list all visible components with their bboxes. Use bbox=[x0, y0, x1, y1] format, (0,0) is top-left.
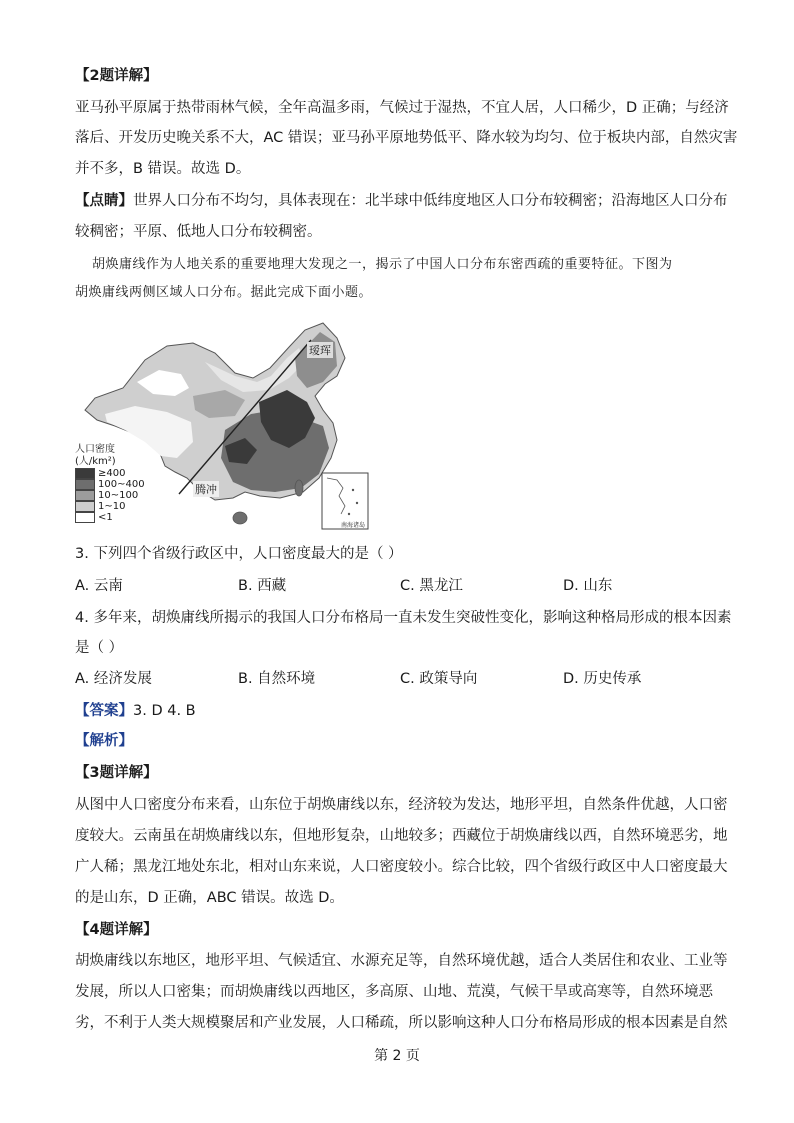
legend-swatch bbox=[75, 468, 95, 479]
map-legend bbox=[75, 444, 145, 523]
q3-option-a: A. 云南 bbox=[75, 578, 123, 594]
q3-stem: 3. 下列四个省级行政区中，人口密度最大的是（ ） bbox=[75, 546, 403, 562]
legend-item bbox=[75, 468, 145, 479]
inset-island-3 bbox=[348, 513, 350, 515]
legend-swatch bbox=[75, 479, 95, 490]
q3-option-c: C. 黑龙江 bbox=[400, 578, 463, 594]
analysis-label: 【解析】 bbox=[75, 733, 133, 749]
q4-stem-2: 是（ ） bbox=[75, 640, 124, 656]
q2-line-2: 落后、开发历史晚关系不大，AC 错误；亚马孙平原地势低平、降水较为均匀、位于板块内部，自然灾害 bbox=[75, 130, 738, 146]
answer-label: 【答案】 bbox=[75, 703, 133, 719]
q2-line-1: 亚马孙平原属于热带雨林气候，全年高温多雨，气候过于湿热，不宜人居，人口稀少，D 正确；与经济 bbox=[75, 100, 729, 116]
legend-unit: (人/km²) bbox=[75, 456, 116, 467]
q3-option-b: B. 西藏 bbox=[238, 578, 287, 594]
inset-island-1 bbox=[352, 489, 354, 491]
tip-line-2: 较稠密；平原、低地人口分布较稠密。 bbox=[75, 224, 322, 240]
legend-label: <1 bbox=[98, 511, 113, 523]
city-label-tengchong: 腾冲 bbox=[195, 483, 217, 496]
answer-line bbox=[75, 701, 196, 721]
legend-label: 10~100 bbox=[98, 489, 139, 501]
q4-heading: 【4题详解】 bbox=[75, 922, 158, 938]
q4-option-a: A. 经济发展 bbox=[75, 671, 152, 687]
inset-island-2 bbox=[356, 502, 358, 504]
legend-item bbox=[75, 490, 145, 501]
page-footer: 第 2 页 bbox=[374, 1048, 420, 1064]
taiwan-island bbox=[295, 480, 303, 496]
q3-line-3: 广人稀；黑龙江地处东北，相对山东来说，人口密度较小。综合比较，四个省级行政区中人口密度最大 bbox=[75, 859, 728, 875]
q3-line-1: 从图中人口密度分布来看，山东位于胡焕庸线以东，经济较为发达，地形平坦，自然条件优越，人口密 bbox=[75, 797, 728, 813]
q2-heading: 【2题详解】 bbox=[75, 68, 158, 84]
legend-swatch bbox=[75, 501, 95, 512]
tip-text-1: 世界人口分布不均匀，具体表现在：北半球中低纬度地区人口分布较稠密；沿海地区人口分布 bbox=[133, 193, 728, 209]
q4-option-b: B. 自然环境 bbox=[238, 671, 316, 687]
legend-label: ≥400 bbox=[98, 467, 126, 479]
q3-option-d: D. 山东 bbox=[563, 578, 613, 594]
tip-line-1 bbox=[75, 191, 728, 211]
legend-swatch bbox=[75, 512, 95, 523]
q2-line-3: 并不多，B 错误。故选 D。 bbox=[75, 161, 251, 177]
legend-label: 1~10 bbox=[98, 500, 126, 512]
answer-text: 3. D 4. B bbox=[133, 703, 196, 719]
q4-line-3: 劣，不利于人类大规模聚居和产业发展，人口稀疏，所以影响这种人口分布格局形成的根本因素是自然 bbox=[75, 1015, 728, 1031]
legend-title: 人口密度 bbox=[75, 444, 115, 455]
legend-label: 100~400 bbox=[98, 478, 145, 490]
q4-stem-1: 4. 多年来，胡焕庸线所揭示的我国人口分布格局一直未发生突破性变化，影响这种格局形成的根本因素 bbox=[75, 610, 732, 626]
q3-line-2: 度较大。云南虽在胡焕庸线以东，但地形复杂，山地较多；西藏位于胡焕庸线以西，自然环境恶劣，地 bbox=[75, 828, 728, 844]
q4-line-1: 胡焕庸线以东地区，地形平坦、气候适宜、水源充足等，自然环境优越，适合人类居住和农业、工业等 bbox=[75, 953, 728, 969]
inset-label: 南海诸岛 bbox=[341, 522, 366, 529]
legend-item bbox=[75, 501, 145, 512]
legend-item bbox=[75, 512, 145, 523]
q4-option-c: C. 政策导向 bbox=[400, 671, 478, 687]
population-density-map bbox=[75, 318, 375, 533]
intro-line-2: 胡焕庸线两侧区域人口分布。据此完成下面小题。 bbox=[75, 285, 373, 300]
tip-label: 【点睛】 bbox=[75, 193, 133, 209]
hainan-island bbox=[233, 512, 247, 524]
legend-item bbox=[75, 479, 145, 490]
q4-option-d: D. 历史传承 bbox=[563, 671, 642, 687]
q3-line-4: 的是山东，D 正确，ABC 错误。故选 D。 bbox=[75, 890, 344, 906]
city-label-aihui: 瑷珲 bbox=[309, 344, 331, 357]
q3-heading: 【3题详解】 bbox=[75, 765, 158, 781]
q4-line-2: 发展，所以人口密集；而胡焕庸线以西地区，多高原、山地、荒漠，气候干旱或高寒等，自然环境恶 bbox=[75, 984, 713, 1000]
legend-swatch bbox=[75, 490, 95, 501]
intro-line-1: 胡焕庸线作为人地关系的重要地理大发现之一，揭示了中国人口分布东密西疏的重要特征。下图为 bbox=[92, 257, 673, 272]
